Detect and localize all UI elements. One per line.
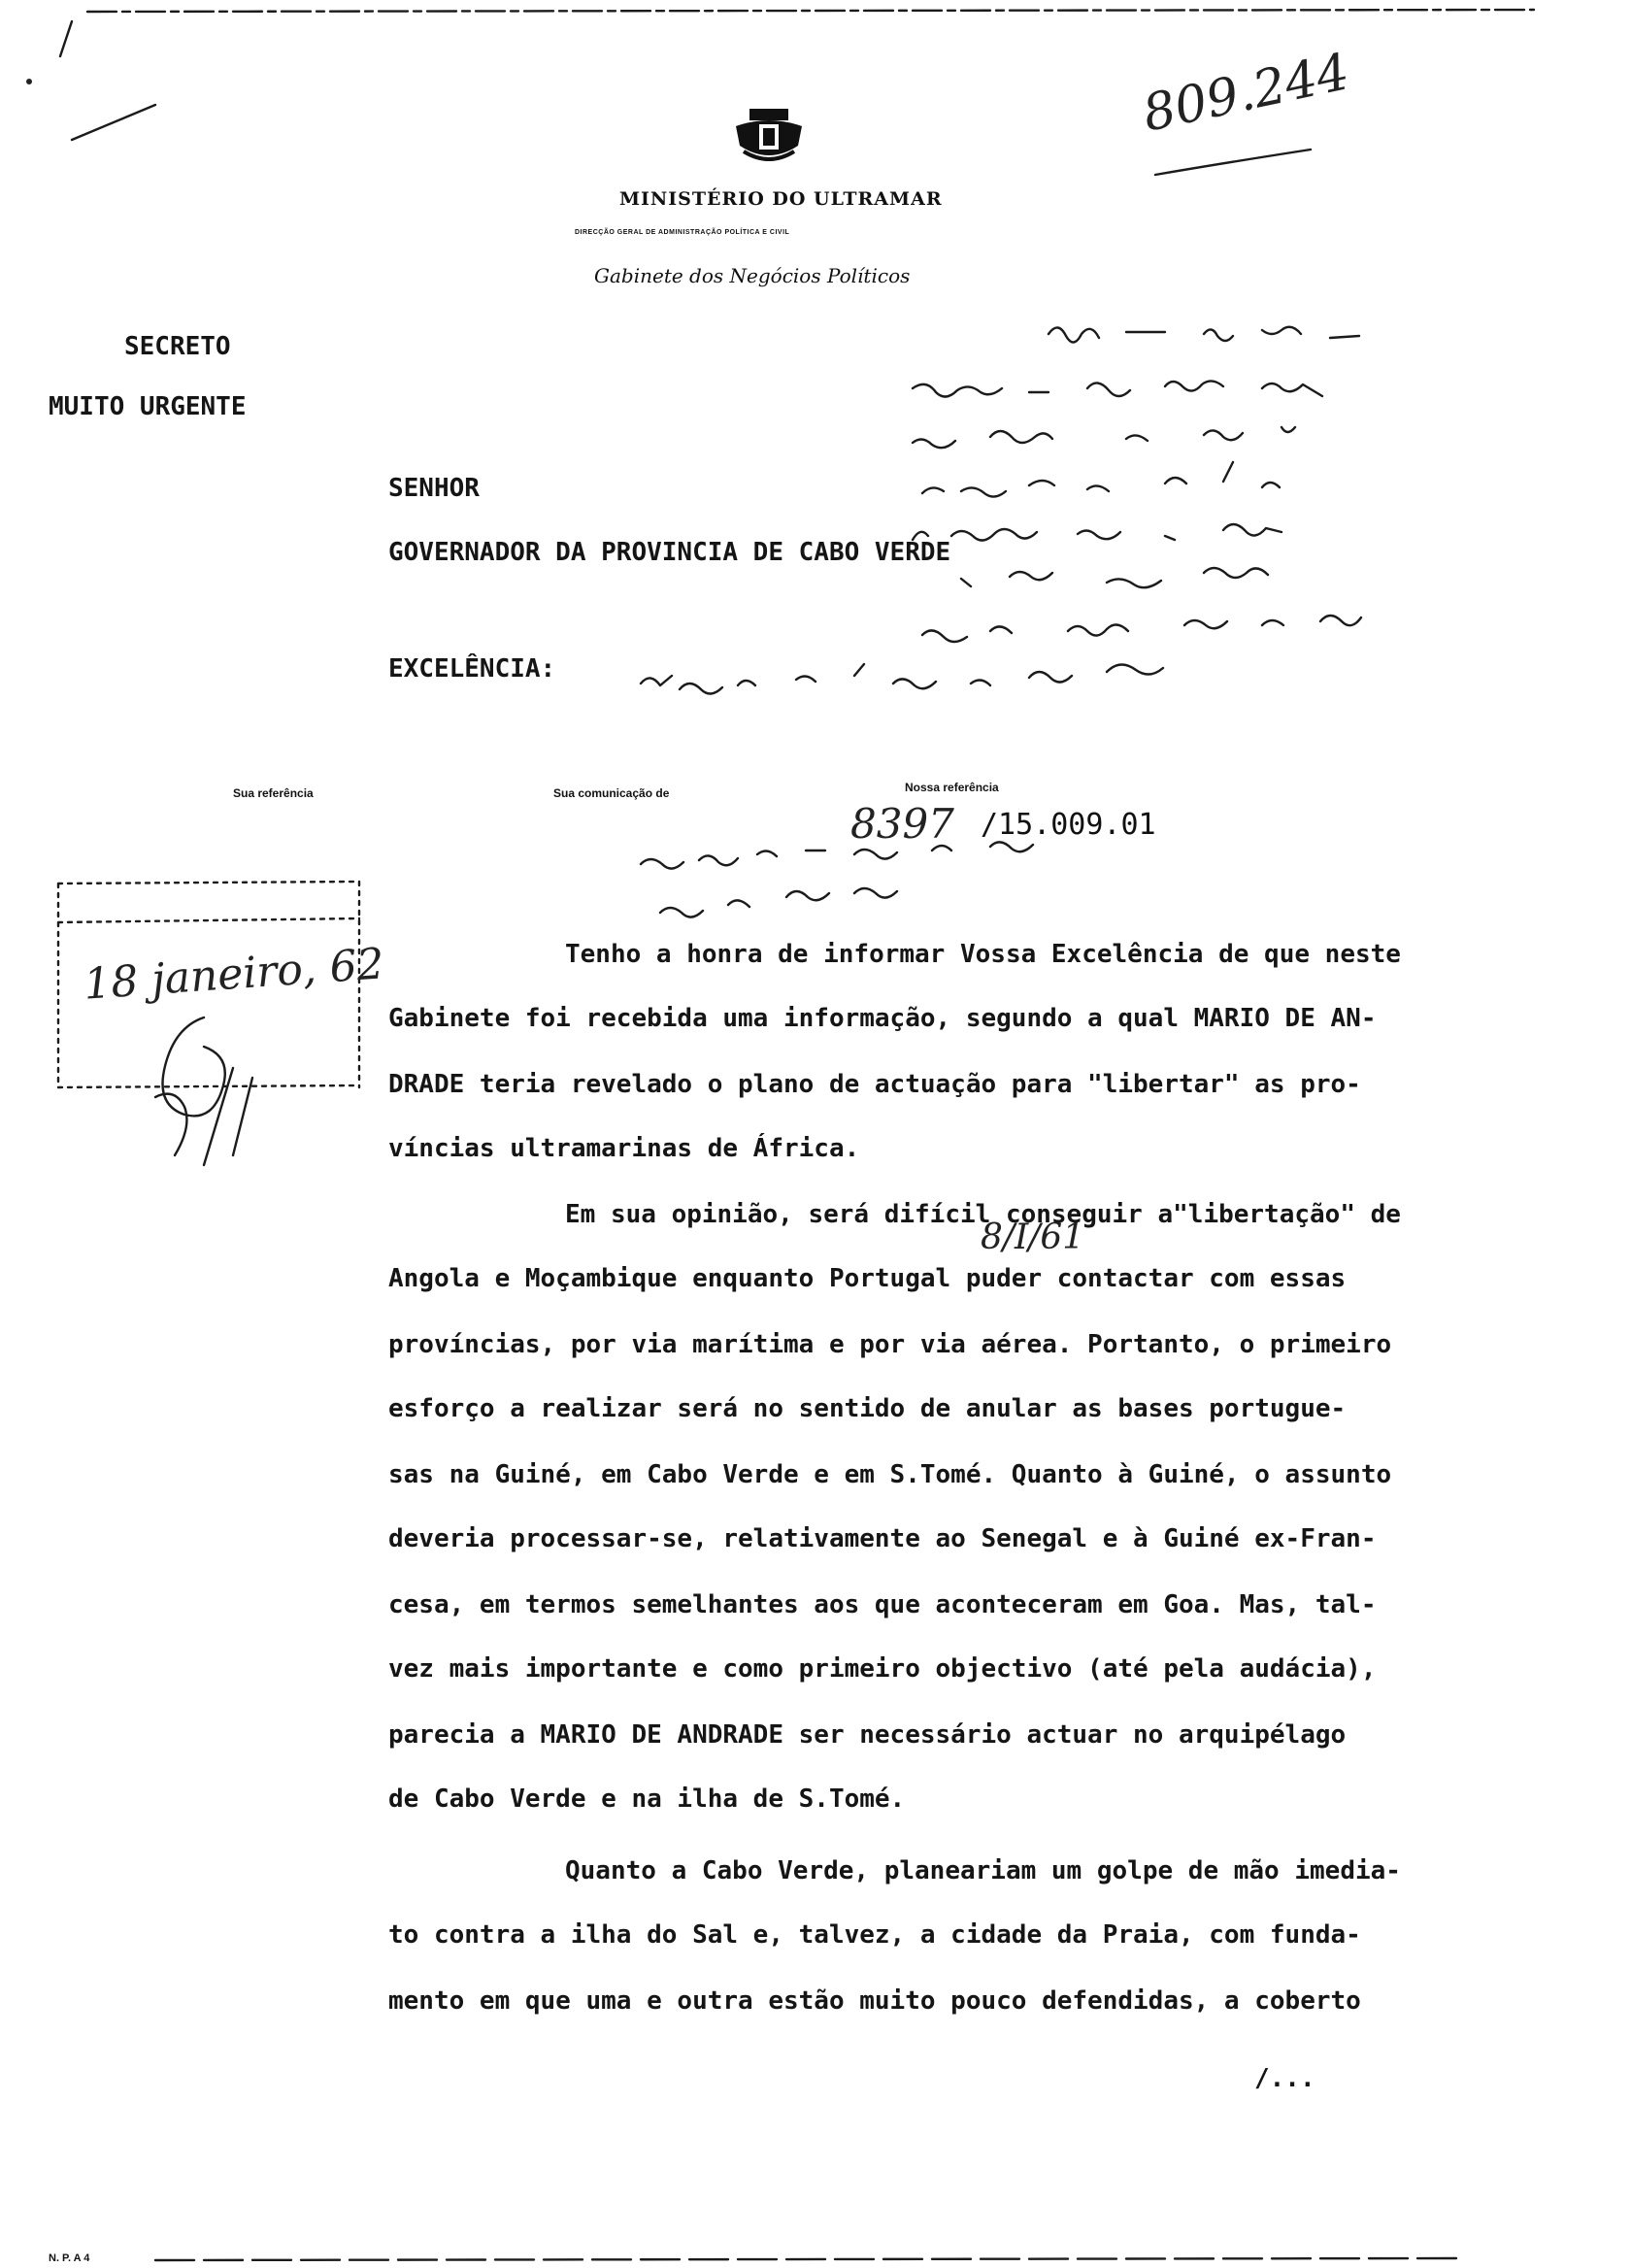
bottom-edge-line <box>0 2251 1631 2268</box>
body-line: víncias ultramarinas de África. <box>388 1134 860 1163</box>
ministry-title: MINISTÉRIO DO ULTRAMAR <box>619 188 943 210</box>
nossa-referencia-label: Nossa referência <box>905 781 999 794</box>
file-number-handwritten: 809.244 <box>1138 43 1354 144</box>
gabinete-title: Gabinete dos Negócios Políticos <box>594 264 911 287</box>
body-line: Quanto a Cabo Verde, planeariam um golpe de mão imedia- <box>565 1856 1401 1885</box>
body-line: sas na Guiné, em Cabo Verde e em S.Tomé. Quanto à Guiné, o assunto <box>388 1460 1392 1489</box>
file-number-underline <box>1146 146 1320 184</box>
classification-secret: SECRETO <box>124 332 231 361</box>
body-line: DRADE teria revelado o plano de actuação para "libertar" as pro- <box>388 1070 1361 1099</box>
sua-referencia-label: Sua referência <box>233 786 314 800</box>
body-line: Angola e Moçambique enquanto Portugal puder contactar com essas <box>388 1264 1347 1293</box>
body-line: províncias, por via marítima e por via aérea. Portanto, o primeiro <box>388 1330 1392 1359</box>
margin-date-handwritten: 8/I/61 <box>981 1217 1085 1257</box>
body-line: esforço a realizar será no sentido de anular as bases portugue- <box>388 1394 1347 1423</box>
body-line: Em sua opinião, será difícil conseguir a"libertação" de <box>565 1200 1401 1229</box>
salutation: SENHOR <box>388 474 480 503</box>
body-line: deveria processar-se, relativamente ao Senegal e à Guiné ex-Fran- <box>388 1524 1377 1553</box>
continuation-mark: /... <box>1254 2064 1315 2093</box>
body-line: Gabinete foi recebida uma informação, segundo a qual MARIO DE AN- <box>388 1004 1377 1033</box>
body-line: to contra a ilha do Sal e, talvez, a cidade da Praia, com funda- <box>388 1920 1361 1950</box>
coat-of-arms-emblem <box>734 107 804 167</box>
body-line: Tenho a honra de informar Vossa Excelência de que neste <box>565 940 1401 969</box>
sua-comunicacao-label: Sua comunicação de <box>553 786 670 800</box>
excellency: EXCELÊNCIA: <box>388 654 556 684</box>
stamp-initials-scribble <box>87 1010 320 1175</box>
direccao-subtitle: DIRECÇÃO GERAL DE ADMINISTRAÇÃO POLÍTICA E CIVIL <box>575 229 790 236</box>
form-code: N. P. A 4 <box>49 2252 90 2264</box>
body-line: mento em que uma e outra estão muito pouco defendidas, a coberto <box>388 1986 1361 2016</box>
top-edge-line <box>0 0 1631 29</box>
stray-pen-marks <box>0 0 194 175</box>
stamp-date-handwritten: 18 janeiro, 62 <box>82 939 386 1010</box>
handwritten-annotation <box>621 311 1631 942</box>
body-line: vez mais importante e como primeiro objectivo (até pela audácia), <box>388 1654 1377 1684</box>
recipient: GOVERNADOR DA PROVINCIA DE CABO VERDE <box>388 538 951 567</box>
body-line: parecia a MARIO DE ANDRADE ser necessário actuar no arquipélago <box>388 1720 1347 1750</box>
reference-number-handwritten: 8397 <box>850 800 954 848</box>
body-line: de Cabo Verde e na ilha de S.Tomé. <box>388 1784 906 1814</box>
classification-urgent: MUITO URGENTE <box>49 392 247 421</box>
body-line: cesa, em termos semelhantes aos que aconteceram em Goa. Mas, tal- <box>388 1590 1377 1619</box>
reference-number-typed: /15.009.01 <box>981 808 1156 842</box>
